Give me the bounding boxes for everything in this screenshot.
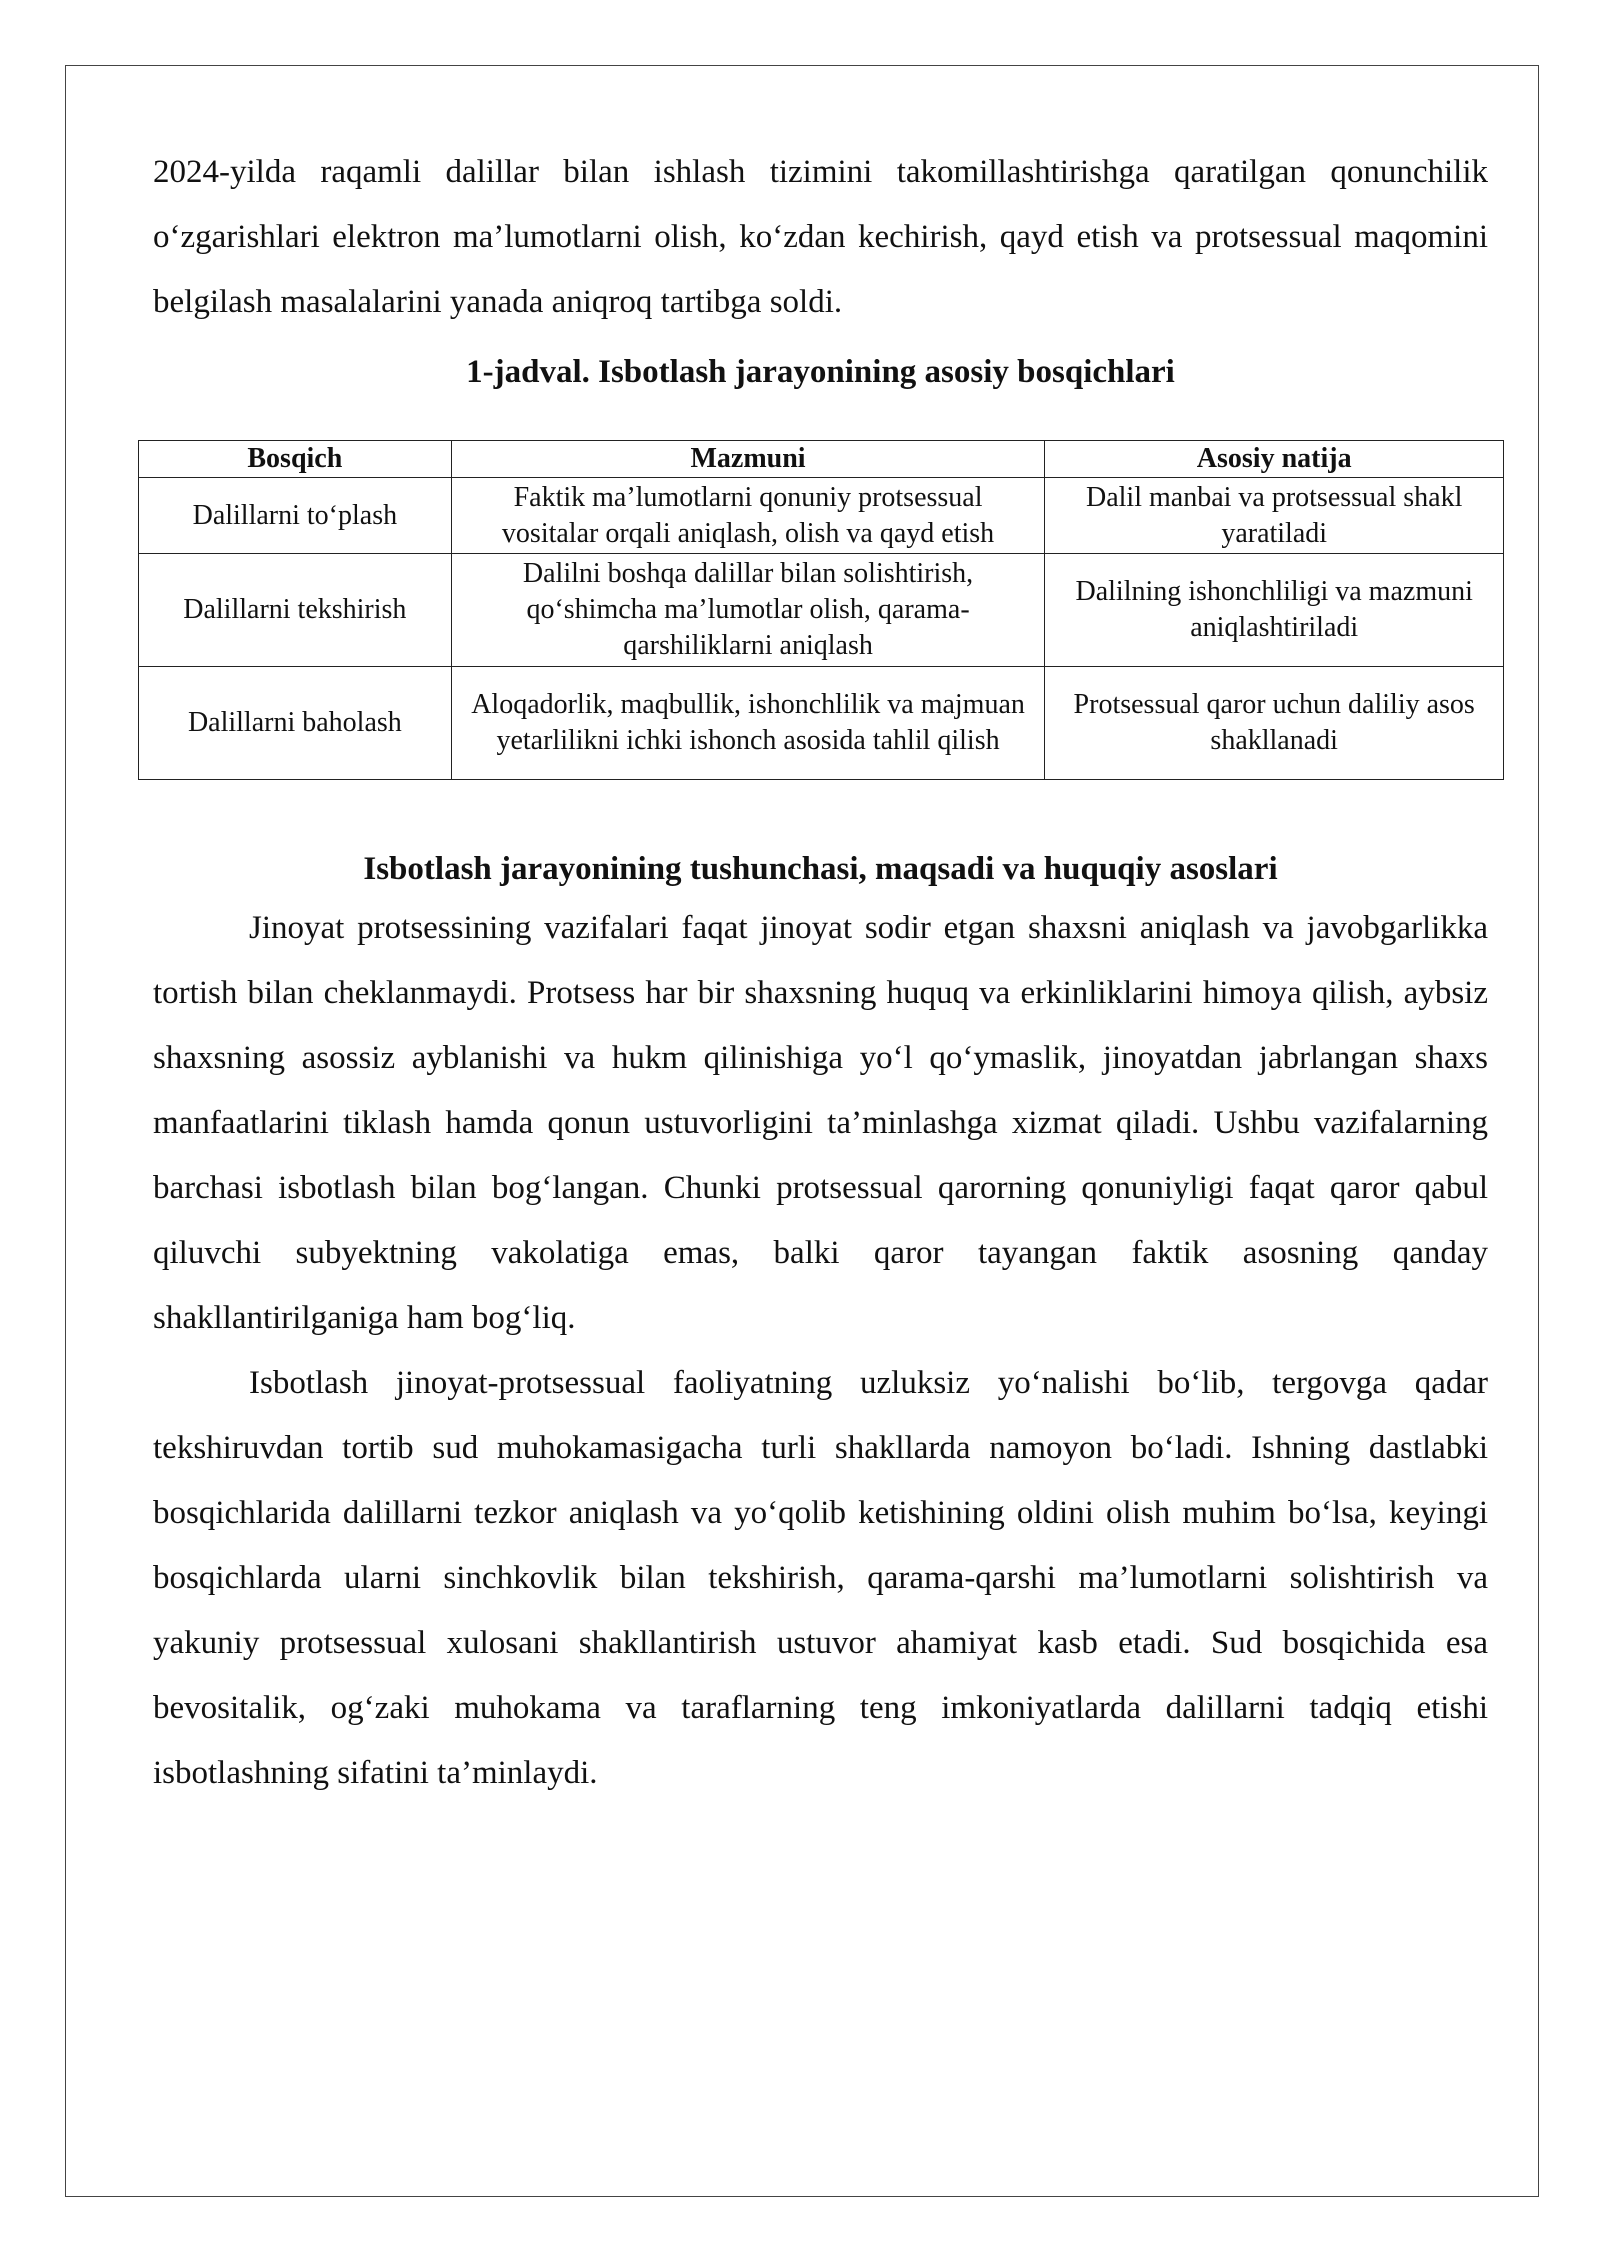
cell-stage: Dalillarni tekshirish (139, 554, 452, 667)
section-body (153, 842, 1488, 1806)
cell-result: Dalilning ishonchliligi va mazmuni aniqlashtiriladi (1045, 554, 1504, 667)
table-row (139, 554, 1504, 667)
section-heading: Isbotlash jarayonining tushunchasi, maqsadi va huquqiy asoslari (363, 851, 1278, 887)
header-result: Asosiy natija (1045, 441, 1504, 478)
intro-paragraph: 2024-yilda raqamli dalillar bilan ishlash tizimini takomillashtirishga qaratilgan qonunchilik o‘zgarishlari elektron ma’lumotlarni olish, ko‘zdan kechirish, qayd etish va protsessual maqomini belgilash masalalarini yanada aniqroq tartibga soldi. (153, 154, 1488, 320)
table-title: 1-jadval. Isbotlash jarayonining asosiy bosqichlari (466, 354, 1175, 390)
header-stage: Bosqich (139, 441, 452, 478)
body-paragraph: Isbotlash jinoyat-protsessual faoliyatning uzluksiz yo‘nalishi bo‘lib, tergovga qadar tekshiruvdan tortib sud muhokamasigacha turli shakllarda namoyon bo‘ladi. Ishning dastlabki bosqichlarida dalillarni tezkor aniqlash va yo‘qolib ketishining oldini olish muhim bo‘lsa, keyingi bosqichlarda ularni sinchkovlik bilan tekshirish, qarama-qarshi ma’lumotlarni solishtirish va yakuniy protsessual xulosani shakllantirish ustuvor ahamiyat kasb etadi. Sud bosqichida esa bevositalik, og‘zaki muhokama va taraflarning teng imkoniyatlarda dalillarni tadqiq etishi isbotlashning sifatini ta’minlaydi. (153, 1365, 1488, 1791)
table-header-row (139, 441, 1504, 478)
cell-content: Aloqadorlik, maqbullik, ishonchlilik va majmuan yetarlilikni ichki ishonch asosida tahlil qilish (451, 667, 1045, 780)
header-content: Mazmuni (451, 441, 1045, 478)
cell-stage: Dalillarni to‘plash (139, 478, 452, 554)
stages-table (138, 440, 1504, 780)
cell-content: Faktik ma’lumotlarni qonuniy protsessual vositalar orqali aniqlash, olish va qayd etish (451, 478, 1045, 554)
table-row (139, 667, 1504, 780)
cell-result: Dalil manbai va protsessual shakl yaratiladi (1045, 478, 1504, 554)
cell-result: Protsessual qaror uchun daliliy asos shakllanadi (1045, 667, 1504, 780)
page-content-top (153, 140, 1488, 397)
cell-stage: Dalillarni baholash (139, 667, 452, 780)
table-row (139, 478, 1504, 554)
body-paragraph: Jinoyat protsessining vazifalari faqat jinoyat sodir etgan shaxsni aniqlash va javobgarlikka tortish bilan cheklanmaydi. Protsess har bir shaxsning huquq va erkinliklarini himoya qilish, aybsiz shaxsning asossiz ayblanishi va hukm qilinishiga yo‘l qo‘ymaslik, jinoyatdan jabrlangan shaxs manfaatlarini tiklash hamda qonun ustuvorligini ta’minlashga xizmat qiladi. Ushbu vazifalarning barchasi isbotlash bilan bog‘langan. Chunki protsessual qarorning qonuniyligi faqat qaror qabul qiluvchi subyektning vakolatiga emas, balki qaror tayangan faktik asosning qanday shakllantirilganiga ham bog‘liq. (153, 910, 1488, 1336)
cell-content: Dalilni boshqa dalillar bilan solishtirish, qo‘shimcha ma’lumotlar olish, qarama-qarshiliklarni aniqlash (451, 554, 1045, 667)
